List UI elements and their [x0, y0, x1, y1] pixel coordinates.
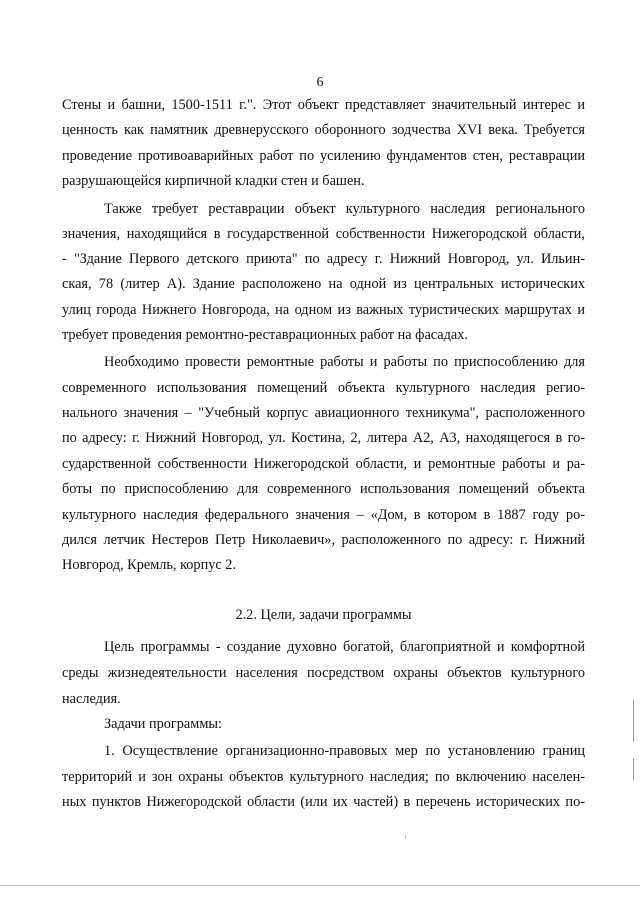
paragraph-first-line: Также требует реставрации объект культурного наследия регионального — [104, 201, 585, 217]
text-line: культурного наследия федерального значения – «Дом, в котором в 1887 году ро- — [62, 507, 585, 523]
text-line: Новгород, Кремль, корпус 2. — [62, 557, 237, 573]
page-number: 6 — [316, 75, 324, 90]
text-line: ская, 78 (литер А). Здание расположено на одной из центральных исторических — [62, 276, 585, 292]
text-line: среды жизнедеятельности населения посредством охраны объектов культурного — [62, 665, 585, 681]
scan-artifact — [633, 700, 634, 742]
text-line: - "Здание Первого детского приюта" по адресу г. Нижний Новгород, ул. Ильин- — [62, 251, 585, 267]
text-line: наследия. — [62, 691, 121, 707]
text-line: улиц города Нижнего Новгорода, на одном из важных туристических маршрутах и — [62, 302, 585, 318]
text-line: боты по приспособлению для современного использования помещений объекта — [62, 481, 585, 497]
paragraph-first-line: Цель программы - создание духовно богатой, благоприятной и комфортной — [104, 639, 585, 655]
text-line: нального значения – "Учебный корпус авиационного техникума", расположенного — [62, 405, 585, 421]
text-line: ценность как памятник древнерусского оборонного зодчества XVI века. Требуется — [62, 122, 585, 138]
text-line: Стены и башни, 1500-1511 г.". Этот объект представляет значительный интерес и — [62, 97, 585, 113]
paragraph-first-line: Необходимо провести ремонтные работы и работы по приспособлению для — [104, 354, 585, 370]
scan-artifact — [633, 758, 634, 780]
section-heading: 2.2. Цели, задачи программы — [235, 607, 412, 623]
paragraph-first-line: 1. Осуществление организационно-правовых мер по установлению границ — [104, 743, 585, 759]
text-line: территорий и зон охраны объектов культурного наследия; по включению населен- — [62, 769, 585, 785]
text-line: значения, находящийся в государственной собственности Нижегородской области, — [62, 226, 585, 242]
text-line: требует проведения ремонтно-реставрационных работ на фасадах. — [62, 327, 468, 343]
tasks-heading: Задачи программы: — [104, 716, 222, 732]
text-line: ных пунктов Нижегородской области (или их частей) в перечень исторических по- — [62, 794, 585, 810]
scan-artifact — [0, 885, 640, 886]
text-line: современного использования помещений объекта культурного наследия регио- — [62, 380, 585, 396]
scan-artifact — [405, 835, 406, 839]
text-line: проведение противоаварийных работ по усилению фундаментов стен, реставрации — [62, 148, 585, 164]
text-line: по адресу: г. Нижний Новгород, ул. Костина, 2, литера А2, А3, находящегося в го- — [62, 430, 585, 446]
text-line: сударственной собственности Нижегородской области, и ремонтные работы и ра- — [62, 456, 585, 472]
text-line: дился летчик Нестеров Петр Николаевич», расположенного по адресу: г. Нижний — [62, 532, 585, 548]
text-line: разрушающейся кирпичной кладки стен и башен. — [62, 173, 365, 189]
